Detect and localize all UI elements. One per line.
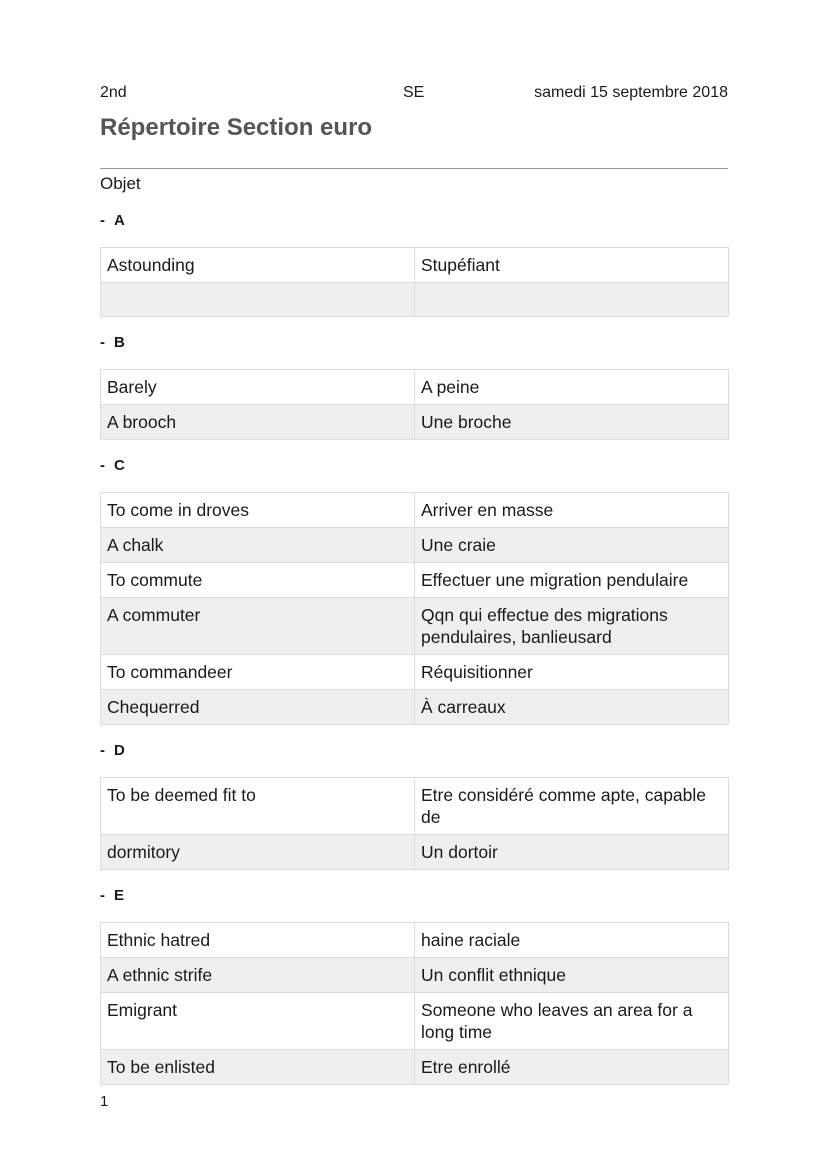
section-a: [100, 211, 728, 317]
section-letter: E: [114, 887, 125, 904]
bullet-dash: -: [100, 457, 105, 474]
english-term: Ethnic hatred: [101, 923, 415, 958]
section-heading: [100, 456, 728, 476]
section-heading: [100, 333, 728, 353]
french-translation: Réquisitionner: [415, 655, 729, 690]
table-row: [101, 655, 729, 690]
table-row: [101, 598, 729, 655]
table-row: [101, 778, 729, 835]
vocab-table: [100, 492, 729, 725]
page-header: [100, 84, 728, 104]
french-translation: Someone who leaves an area for a long time: [415, 993, 729, 1050]
english-term: dormitory: [101, 835, 415, 870]
header-section-code: SE: [403, 84, 425, 101]
english-term: Emigrant: [101, 993, 415, 1050]
vocab-table: [100, 777, 729, 870]
table-row: [101, 563, 729, 598]
french-translation: Une craie: [415, 528, 729, 563]
header-date: samedi 15 septembre 2018: [534, 84, 728, 101]
french-translation: Effectuer une migration pendulaire: [415, 563, 729, 598]
english-term: To commute: [101, 563, 415, 598]
table-row: [101, 923, 729, 958]
page-title: Répertoire Section euro: [100, 114, 373, 141]
table-row: [101, 1050, 729, 1085]
french-translation: A peine: [415, 370, 729, 405]
table-row: [101, 405, 729, 440]
french-translation: Arriver en masse: [415, 493, 729, 528]
bullet-dash: -: [100, 334, 105, 351]
french-translation: Etre enrollé: [415, 1050, 729, 1085]
page-number: 1: [100, 1093, 109, 1110]
english-term: Chequerred: [101, 690, 415, 725]
table-row: [101, 528, 729, 563]
section-letter: B: [114, 334, 125, 351]
french-translation: [415, 283, 729, 317]
section-letter: D: [114, 742, 125, 759]
section-b: [100, 333, 728, 440]
french-translation: Stupéfiant: [415, 248, 729, 283]
french-translation: haine raciale: [415, 923, 729, 958]
header-class-level: 2nd: [100, 84, 127, 101]
english-term: To commandeer: [101, 655, 415, 690]
french-translation: Un dortoir: [415, 835, 729, 870]
section-c: [100, 456, 728, 725]
section-e: [100, 886, 728, 1085]
vocab-table: [100, 247, 729, 317]
french-translation: Un conflit ethnique: [415, 958, 729, 993]
english-term: To be deemed fit to: [101, 778, 415, 835]
table-row: [101, 690, 729, 725]
bullet-dash: -: [100, 742, 105, 759]
section-letter: A: [114, 212, 125, 229]
section-heading: [100, 741, 728, 761]
english-term: Barely: [101, 370, 415, 405]
vocab-table: [100, 922, 729, 1085]
table-row: [101, 248, 729, 283]
english-term: Astounding: [101, 248, 415, 283]
english-term: A commuter: [101, 598, 415, 655]
french-translation: Une broche: [415, 405, 729, 440]
english-term: A chalk: [101, 528, 415, 563]
table-row: [101, 835, 729, 870]
english-term: A ethnic strife: [101, 958, 415, 993]
french-translation: Etre considéré comme apte, capable de: [415, 778, 729, 835]
table-row: [101, 993, 729, 1050]
section-d: [100, 741, 728, 870]
objet-label: Objet: [100, 174, 141, 193]
french-translation: À carreaux: [415, 690, 729, 725]
bullet-dash: -: [100, 887, 105, 904]
table-row: [101, 958, 729, 993]
section-heading: [100, 211, 728, 231]
bullet-dash: -: [100, 212, 105, 229]
english-term: To be enlisted: [101, 1050, 415, 1085]
vocab-table: [100, 369, 729, 440]
table-row: [101, 493, 729, 528]
english-term: A brooch: [101, 405, 415, 440]
document-body: [100, 173, 728, 1085]
section-letter: C: [114, 457, 125, 474]
english-term: [101, 283, 415, 317]
title-divider: [100, 168, 728, 169]
english-term: To come in droves: [101, 493, 415, 528]
french-translation: Qqn qui effectue des migrations pendulaires, banlieusard: [415, 598, 729, 655]
table-row: [101, 283, 729, 317]
table-row: [101, 370, 729, 405]
section-heading: [100, 886, 728, 906]
